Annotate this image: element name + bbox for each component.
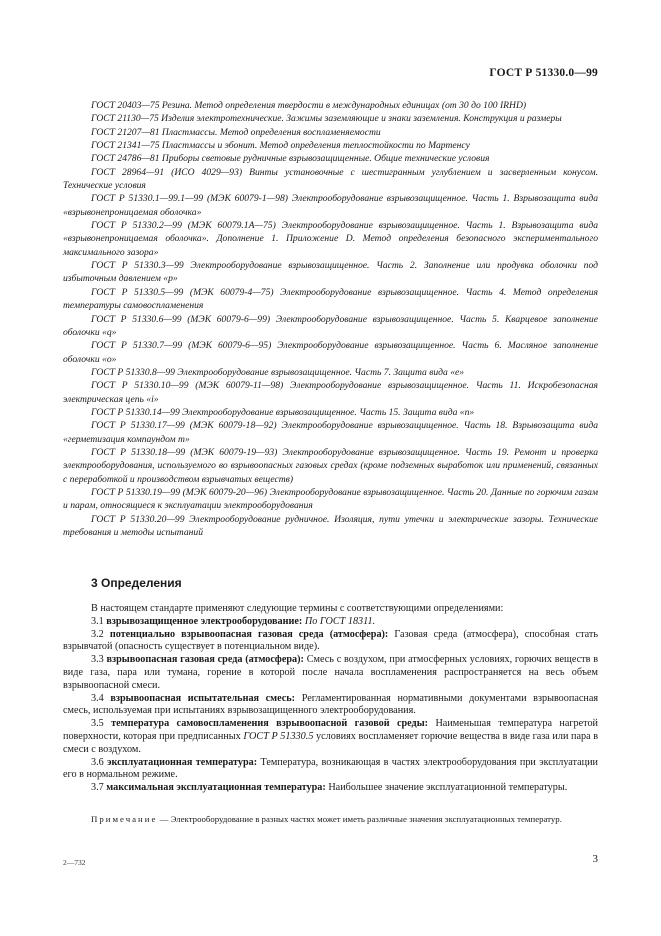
definition-text-continued: условиях воспламеняет горючие вещества в виде газа или пара в смеси с воздухом. — [63, 730, 599, 755]
definition-number: 3.2 — [91, 628, 104, 640]
definition-text: Температура, возникающая в частях электрооборудования при эксплуатации его в нормальном режиме. — [63, 756, 598, 781]
note — [63, 813, 598, 825]
definition-number: 3.4 — [91, 692, 104, 704]
definition-item — [63, 757, 598, 783]
note-paragraph — [63, 813, 598, 825]
reference-item: ГОСТ Р 51330.3—99 Электрооборудование взрывозащищенное. Часть 2. Заполнение или продувка оболочки под избыточным давлением «р» — [63, 260, 598, 285]
reference-item: ГОСТ Р 51330.10—99 (МЭК 60079-11—98) Электрооборудование взрывозащищенное. Часть 11. Искробезопасная электрическая цепь «i» — [63, 380, 598, 405]
reference-item: ГОСТ 20403—75 Резина. Метод определения твердости в международных единицах (от 30 до 100 IRHD) — [91, 100, 527, 111]
definition-item — [63, 654, 598, 692]
section-title: 3 Определения — [91, 576, 182, 590]
definition-text: Газовая среда (атмосфера), способная стать взрывчатой (опасность существует в потенциальном виде). — [63, 628, 599, 653]
definition-item — [63, 718, 598, 756]
definition-text: Наибольшее значение эксплуатационной температуры. — [328, 782, 568, 794]
note-text: — Электрооборудование в разных частях может иметь различные значения эксплуатационных температур. — [159, 814, 562, 824]
reference-item: ГОСТ Р 51330.5—99 (МЭК 60079-4—75) Электрооборудование взрывозащищенное. Часть 4. Метод определения температуры самовоспламенения — [63, 286, 598, 312]
reference-item: ГОСТ 24786—81 Приборы световые рудничные взрывозащищенные. Общие технические условия — [91, 153, 490, 165]
definition-number: 3.1 — [91, 615, 104, 627]
definition-number: 3.3 — [91, 654, 104, 666]
definition-text: Наименьшая температура нагретой поверхности, которая при предписанных — [63, 718, 599, 742]
definition-term: максимальная эксплуатационная температура: — [106, 782, 326, 794]
note-label: Примечание — [91, 814, 158, 824]
definition-item — [63, 616, 598, 629]
definition-number: 3.6 — [91, 756, 104, 768]
reference-item: ГОСТ Р 51330.1—99.1—99 (МЭК 60079-1—98) Электрооборудование взрывозащищенное. Часть 1. Взрывозащита вида «взрывонепроницаемая оболочка» — [63, 193, 598, 218]
reference-item: ГОСТ 28964—91 (ИСО 4029—93) Винты установочные с шестигранным углублением и засверленным конусом. Технические условия — [63, 166, 598, 192]
definitions-items — [63, 616, 598, 795]
reference-item: ГОСТ Р 51330.6—99 (МЭК 60079-6—99) Электрооборудование взрывозащищенное. Часть 5. Кварцевое заполнение оболочки «q» — [63, 313, 598, 338]
reference-item: ГОСТ Р 51330.8—99 Электрооборудование взрывозащищенное. Часть 7. Защита вида «е» — [91, 366, 465, 378]
reference-item: ГОСТ Р 51330.14—99 Электрооборудование взрывозащищенное. Часть 15. Защита вида «n» — [91, 406, 475, 418]
definition-number: 3.5 — [91, 718, 104, 730]
definition-term: взрывоопасная газовая среда (атмосфера): — [106, 654, 304, 666]
definition-text: Смесь с воздухом, при атмосферных условиях, горючих веществ в виде газа, пара или тумана, горение в которой после начала воспламенения распространяется на весь объем взрывоопасной смеси. — [63, 654, 599, 691]
definition-term: эксплуатационная температура: — [107, 756, 258, 768]
definitions-intro: В настоящем стандарте применяют следующие термины с соответствующими определениями: — [91, 603, 504, 614]
definition-term: температура самовоспламенения взрывоопасной газовой среды: — [111, 718, 429, 730]
footer-print-code: 2—732 — [63, 858, 86, 867]
reference-item: ГОСТ Р 51330.19—99 (МЭК 60079-20—96) Электрооборудование взрывозащищенное. Часть 20. Данные по горючим газам и парам, относящиеся к эксплуатации электрооборудования — [63, 486, 598, 512]
definition-item — [63, 693, 598, 719]
reference-item: ГОСТ 21130—75 Изделия электротехнические. Зажимы заземляющие и знаки заземления. Конструкция и размеры — [91, 113, 562, 125]
reference-item: ГОСТ Р 51330.20—99 Электрооборудование рудничное. Изоляция, пути утечки и электрические зазоры. Технические требования и методы испытаний — [63, 513, 598, 538]
reference-item: ГОСТ Р 51330.2—99 (МЭК 60079.1А—75) Электрооборудование взрывозащищенное. Часть 1. Взрывозащита вида «взрывонепроницаемая оболочка». Дополнение 1. Приложение D. Метод определения безопасного экспериментального максимального зазора» — [63, 220, 598, 258]
normative-references-list — [63, 99, 598, 539]
reference-item: ГОСТ Р 51330.17—99 (МЭК 60079-18—92) Электрооборудование взрывозащищенное. Часть 18. Взрывозащита вида «герметизация компаундом т» — [63, 420, 598, 445]
definition-reference: ГОСТ Р 51330.5 — [243, 730, 314, 742]
definition-term: взрывоопасная испытательная смесь: — [110, 692, 296, 704]
definition-number: 3.7 — [91, 782, 104, 794]
definition-item — [63, 782, 598, 795]
reference-item: ГОСТ 21341—75 Пластмассы и эбонит. Метод определения теплостойкости по Мартенсу — [91, 140, 470, 152]
reference-item: ГОСТ 21207—81 Пластмассы. Метод определения воспламеняемости — [91, 126, 381, 138]
standard-code-header: ГОСТ Р 51330.0—99 — [489, 67, 598, 79]
definition-reference: По ГОСТ 18311. — [304, 615, 376, 627]
definitions-list — [63, 603, 598, 795]
definition-term: потенциально взрывоопасная газовая среда (атмосфера): — [109, 628, 389, 640]
definition-text: Регламентированная нормативными документами взрывоопасная смесь, используемая при испытаниях взрывозащищенного электрооборудования. — [63, 692, 599, 717]
reference-item: ГОСТ Р 51330.7—99 (МЭК 60079-6—95) Электрооборудование взрывозащищенное. Часть 6. Масляное заполнение оболочки «о» — [63, 340, 598, 365]
definition-term: взрывозащищенное электрооборудование: — [106, 615, 303, 627]
page-number: 3 — [592, 853, 598, 865]
definition-item — [63, 629, 598, 655]
reference-item: ГОСТ Р 51330.18—99 (МЭК 60079-19—93) Электрооборудование взрывозащищенное. Часть 19. Ремонт и проверка электрооборудования, используемого во взрывоопасных газовых средах (кроме подземных выработок или применений, связанных с переработкой и производством взрывчатых веществ) — [63, 446, 598, 485]
